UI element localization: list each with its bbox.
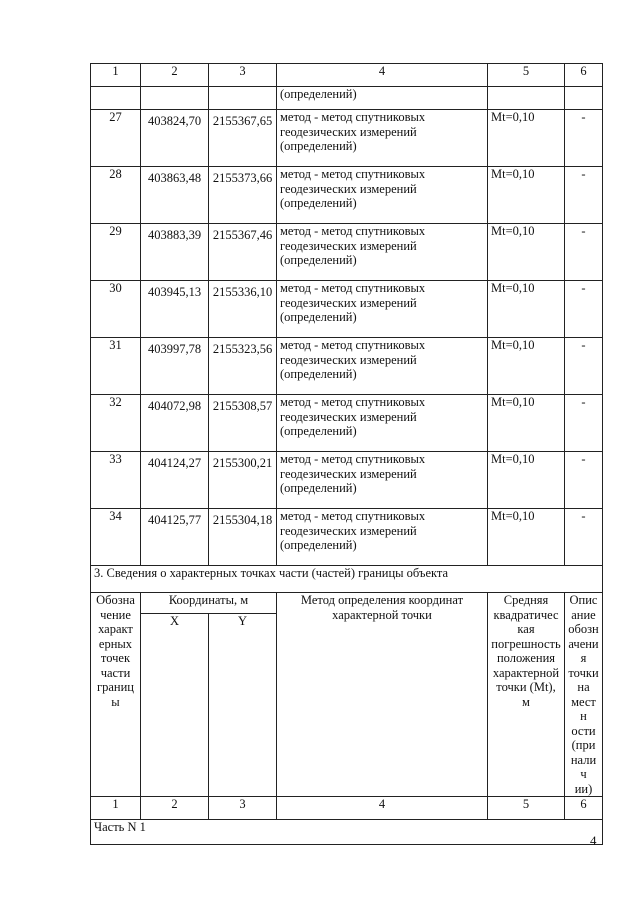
- s3-col-num-6: 6: [565, 797, 603, 820]
- description-cell: -: [565, 395, 603, 452]
- method-line: геодезических измерений: [280, 181, 417, 196]
- method-cell: [277, 281, 488, 338]
- method-line: (определений): [280, 253, 357, 267]
- method-line: (определений): [280, 424, 357, 438]
- point-number: 27: [91, 110, 141, 167]
- point-number: 34: [91, 509, 141, 566]
- y-header: Y: [209, 614, 277, 797]
- header-line: Обозна: [96, 593, 135, 607]
- method-line: метод - метод спутниковых: [280, 452, 426, 466]
- point-number: 33: [91, 452, 141, 509]
- method-line: геодезических измерений: [280, 295, 417, 310]
- col-num-1: 1: [91, 64, 141, 87]
- s3-col-num-4: 4: [277, 797, 488, 820]
- col-num-3: 3: [209, 64, 277, 87]
- column-number-row: [91, 64, 603, 87]
- method-cell: [277, 509, 488, 566]
- method-cell: [277, 395, 488, 452]
- s3-col-num-5: 5: [488, 797, 565, 820]
- coord-x: 404125,77: [141, 509, 209, 566]
- s3-col-num-1: 1: [91, 797, 141, 820]
- description-cell: -: [565, 452, 603, 509]
- header-line: кая: [517, 622, 535, 636]
- method-cell: [277, 338, 488, 395]
- method-line: (определений): [280, 367, 357, 381]
- coordinates-header: Координаты, м: [141, 593, 277, 614]
- part-row: [91, 820, 603, 845]
- point-number: 32: [91, 395, 141, 452]
- coord-y: 2155367,46: [209, 224, 277, 281]
- error-cell: Mt=0,10: [488, 110, 565, 167]
- coord-y: 2155373,66: [209, 167, 277, 224]
- method-line: метод - метод спутниковых: [280, 395, 426, 409]
- header-line: границ: [97, 680, 134, 694]
- section-3-row: [91, 566, 603, 593]
- col-num-6: 6: [565, 64, 603, 87]
- error-cell: Mt=0,10: [488, 509, 565, 566]
- header-line: на: [577, 680, 590, 694]
- method-line: геодезических измерений: [280, 409, 417, 424]
- header-line: погрешность: [491, 636, 561, 651]
- coord-x: 403997,78: [141, 338, 209, 395]
- method-line: метод - метод спутниковых: [280, 224, 426, 238]
- method-line: метод - метод спутниковых: [280, 167, 426, 181]
- table-row: [91, 395, 603, 452]
- coord-y: 2155304,18: [209, 509, 277, 566]
- method-line: метод - метод спутниковых: [280, 509, 426, 523]
- point-number: 29: [91, 224, 141, 281]
- header-line: я: [580, 651, 587, 665]
- table-row: [91, 281, 603, 338]
- method-line: (определений): [280, 481, 357, 495]
- error-cell: Mt=0,10: [488, 167, 565, 224]
- description-cell: -: [565, 338, 603, 395]
- table-row: [91, 110, 603, 167]
- point-number: 30: [91, 281, 141, 338]
- header-line: м: [522, 694, 530, 709]
- header-line: части: [100, 665, 131, 680]
- coord-y: 2155300,21: [209, 452, 277, 509]
- header-line: налич: [570, 752, 597, 781]
- table-row: [91, 509, 603, 566]
- header-line: точек: [100, 651, 131, 665]
- description-cell: -: [565, 224, 603, 281]
- method-header: [277, 593, 488, 797]
- header-line: характерной: [492, 665, 560, 680]
- header-line: обозн: [568, 622, 599, 636]
- s3-col-num-2: 2: [141, 797, 209, 820]
- header-line: квадратичес: [493, 607, 559, 622]
- header-line: ии): [574, 781, 593, 796]
- section-3-title: 3. Сведения о характерных точках части (частей) границы объекта: [91, 566, 603, 593]
- col-num-2: 2: [141, 64, 209, 87]
- header-line: ы: [111, 694, 120, 709]
- method-line: геодезических измерений: [280, 238, 417, 253]
- description-header: [565, 593, 603, 797]
- part-label: Часть N 1: [91, 820, 603, 845]
- error-cell: Mt=0,10: [488, 338, 565, 395]
- error-cell: Mt=0,10: [488, 281, 565, 338]
- description-cell: -: [565, 110, 603, 167]
- method-line: метод - метод спутниковых: [280, 338, 426, 352]
- x-header: X: [141, 614, 209, 797]
- method-line: метод - метод спутниковых: [280, 281, 426, 295]
- method-line: геодезических измерений: [280, 523, 417, 538]
- coord-y: 2155367,65: [209, 110, 277, 167]
- method-line: геодезических измерений: [280, 124, 417, 139]
- description-cell: -: [565, 509, 603, 566]
- error-cell: Mt=0,10: [488, 395, 565, 452]
- designation-header: [91, 593, 141, 797]
- header-line: положения: [496, 651, 556, 665]
- coord-x: 403824,70: [141, 110, 209, 167]
- header-line: ости: [571, 723, 596, 738]
- method-line: геодезических измерений: [280, 466, 417, 481]
- method-line: метод - метод спутниковых: [280, 110, 426, 124]
- table-row: [91, 338, 603, 395]
- coord-y: 2155323,56: [209, 338, 277, 395]
- error-header: [488, 593, 565, 797]
- section-3-header-row: [91, 593, 603, 614]
- error-cell: Mt=0,10: [488, 224, 565, 281]
- method-line: (определений): [280, 310, 357, 324]
- section-3-column-number-row: [91, 797, 603, 820]
- coord-x: 403863,48: [141, 167, 209, 224]
- continuation-row: [91, 87, 603, 110]
- coord-y: 2155336,10: [209, 281, 277, 338]
- coord-x: 403883,39: [141, 224, 209, 281]
- error-cell: Mt=0,10: [488, 452, 565, 509]
- header-line: (при: [571, 738, 596, 752]
- coordinates-table: [90, 63, 603, 845]
- table-row: [91, 224, 603, 281]
- continuation-text: (определений): [277, 87, 488, 110]
- header-line: характерной точки: [332, 607, 432, 622]
- header-line: Средняя: [503, 593, 549, 607]
- header-line: ачени: [568, 636, 599, 651]
- header-line: ерных: [98, 636, 133, 651]
- method-cell: [277, 452, 488, 509]
- table-row: [91, 452, 603, 509]
- method-cell: [277, 167, 488, 224]
- header-line: местн: [571, 694, 596, 723]
- col-num-5: 5: [488, 64, 565, 87]
- col-num-4: 4: [277, 64, 488, 87]
- header-line: Опис: [569, 593, 598, 607]
- point-number: 28: [91, 167, 141, 224]
- point-number: 31: [91, 338, 141, 395]
- header-line: чение: [100, 607, 131, 622]
- header-line: ание: [571, 607, 596, 622]
- header-line: точки (Mt),: [496, 680, 556, 694]
- page-number: 4: [590, 833, 597, 848]
- header-line: точки: [568, 665, 599, 680]
- coord-x: 404072,98: [141, 395, 209, 452]
- description-cell: -: [565, 167, 603, 224]
- method-cell: [277, 110, 488, 167]
- method-line: (определений): [280, 538, 357, 552]
- method-line: (определений): [280, 196, 357, 210]
- description-cell: -: [565, 281, 603, 338]
- coord-x: 403945,13: [141, 281, 209, 338]
- method-cell: [277, 224, 488, 281]
- method-line: (определений): [280, 139, 357, 153]
- header-line: характ: [98, 622, 133, 636]
- coord-x: 404124,27: [141, 452, 209, 509]
- header-line: Метод определения координат: [300, 593, 464, 607]
- method-line: геодезических измерений: [280, 352, 417, 367]
- coord-y: 2155308,57: [209, 395, 277, 452]
- table-row: [91, 167, 603, 224]
- s3-col-num-3: 3: [209, 797, 277, 820]
